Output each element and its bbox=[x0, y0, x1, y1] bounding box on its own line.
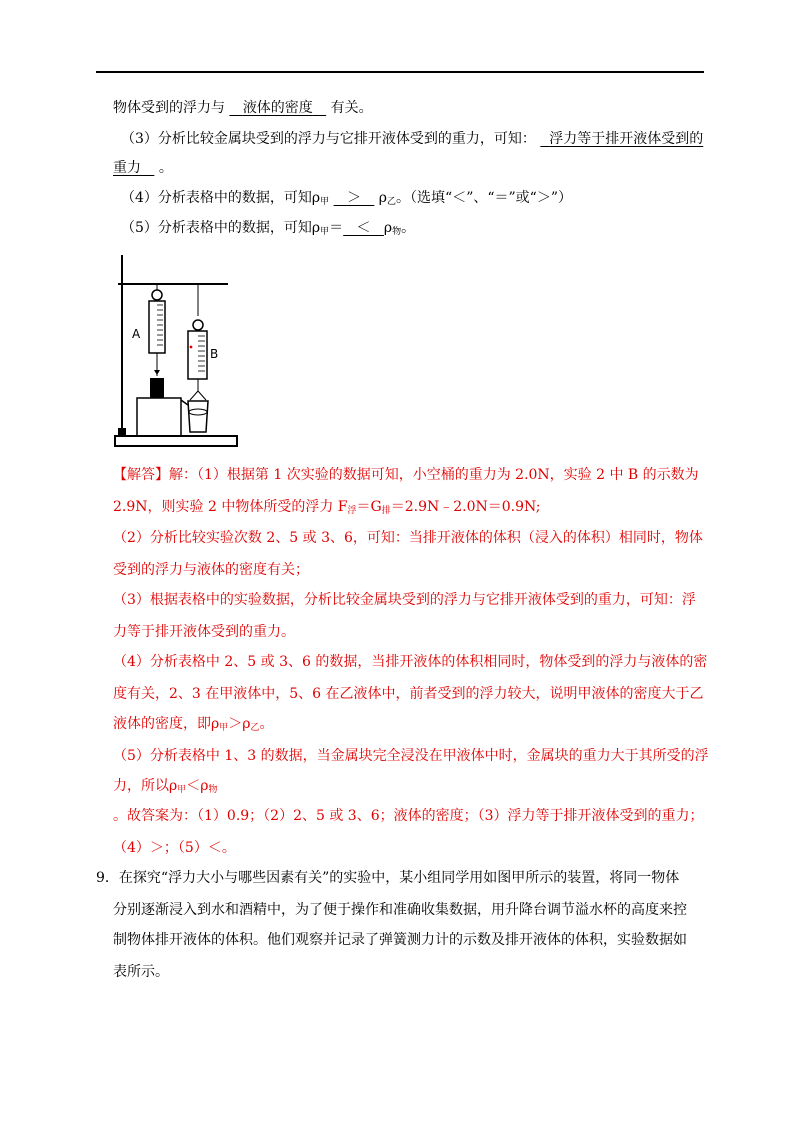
text: 。 bbox=[259, 716, 274, 732]
solution-line-6: 力等于排开液体受到的重力。 bbox=[113, 624, 295, 640]
solution-line-11 bbox=[113, 776, 218, 800]
question-9-line-2: 分别逐渐浸入到水和酒精中，为了便于操作和准确收集数据，用升降台调节溢水杯的高度来控 bbox=[113, 902, 687, 918]
text: 解：（1）根据第 1 次实验的数据可知，小空桶的重力为 2.0N，实验 2 中 B 的示数为 bbox=[169, 467, 699, 483]
text: 在探究“浮力大小与哪些因素有关”的实验中，某小组同学用如图甲所示的装置，将同一物体 bbox=[118, 870, 680, 886]
solution-line-4: 受到的浮力与液体的密度有关； bbox=[113, 562, 309, 578]
solution-line-10: （5）分析表格中 1、3 的数据，当金属块完全浸没在甲液体中时，金属块的重力大于其所受的浮 bbox=[113, 748, 709, 764]
apparatus-diagram bbox=[110, 250, 245, 450]
solution-line-7: （4）分析表格中 2、5 或 3、6 的数据，当排开液体的体积相同时，物体受到的浮力与液体的密 bbox=[113, 654, 708, 670]
question-9-line-1 bbox=[96, 868, 679, 888]
answer-blank bbox=[540, 131, 703, 147]
answer-q3 bbox=[121, 129, 703, 149]
subscript: 浮 bbox=[347, 506, 357, 516]
subscript: 乙 bbox=[250, 723, 260, 733]
solution-line-3: （2）分析比较实验次数 2、5 或 3、6，可知：当排开液体的体积（浸入的体积）相同时，物体 bbox=[113, 530, 703, 546]
answer-line-density bbox=[113, 98, 373, 118]
question-number: 9． bbox=[96, 870, 119, 886]
answer-q4 bbox=[121, 188, 572, 212]
solution-line-9 bbox=[113, 714, 274, 738]
subscript: 甲 bbox=[320, 227, 330, 237]
pole-clamp bbox=[118, 428, 126, 436]
question-9-line-4: 表所示。 bbox=[113, 964, 169, 980]
spring-scale-b bbox=[188, 331, 207, 379]
header-rule bbox=[96, 71, 704, 73]
text: 有关。 bbox=[330, 100, 373, 116]
question-9-line-3: 制物体排开液体的体积。他们观察并记录了弹簧测力计的示数及排开液体的体积，实验数据如 bbox=[113, 932, 687, 948]
subscript: 物 bbox=[208, 785, 218, 795]
answer-text: ＞ bbox=[346, 190, 361, 206]
text: （3）分析比较金属块受到的浮力与它排开液体受到的重力，可知： bbox=[121, 131, 536, 147]
answer-text: ＜ bbox=[356, 220, 371, 236]
answer-blank bbox=[334, 190, 375, 206]
text: 2.9N，则实验 2 中物体所受的浮力 F bbox=[113, 499, 348, 515]
small-bucket bbox=[188, 401, 208, 432]
text: ＝2.9N﹣2.0N＝0.9N; bbox=[390, 499, 541, 515]
answer-blank bbox=[113, 160, 154, 176]
answer-q5 bbox=[121, 218, 415, 242]
solution-heading: 【解答】 bbox=[113, 467, 169, 483]
label-b: B bbox=[210, 347, 219, 361]
subscript: 甲 bbox=[320, 197, 330, 207]
subscript: 甲 bbox=[177, 785, 187, 795]
text: ＜ρ bbox=[186, 778, 209, 794]
text: ρ bbox=[378, 190, 388, 206]
answer-blank bbox=[229, 100, 326, 116]
stand-base bbox=[115, 436, 237, 446]
solution-line-5: （3）根据表格中的实验数据，分析比较金属块受到的浮力与它排开液体受到的重力，可知：浮 bbox=[113, 592, 696, 608]
text: ρ bbox=[383, 220, 393, 236]
text: ＝ bbox=[329, 220, 344, 236]
subscript: 甲 bbox=[219, 723, 229, 733]
solution-line-8: 度有关，2、3 在甲液体中，5、6 在乙液体中，前者受到的浮力较大，说明甲液体的密度大于乙 bbox=[113, 686, 704, 702]
subscript: 乙 bbox=[387, 197, 397, 207]
metal-block bbox=[150, 378, 164, 398]
text: ＞ρ bbox=[228, 716, 251, 732]
scale-a-ring bbox=[152, 290, 162, 300]
answer-blank bbox=[343, 220, 384, 236]
text: 。 bbox=[158, 160, 173, 176]
subscript: 物 bbox=[392, 227, 402, 237]
solution-line-1 bbox=[113, 465, 699, 485]
answer-text: 液体的密度 bbox=[242, 100, 313, 116]
solution-line-2 bbox=[113, 497, 540, 521]
answer-q3-cont bbox=[113, 158, 173, 178]
text: （4）分析表格中的数据，可知ρ bbox=[121, 190, 321, 206]
overflow-cup bbox=[137, 398, 181, 436]
text: 液体的密度，即ρ bbox=[113, 716, 220, 732]
scale-b-ring bbox=[193, 320, 203, 330]
text: 。 bbox=[401, 220, 416, 236]
text: 物体受到的浮力与 bbox=[113, 100, 225, 116]
answer-text: 重力 bbox=[113, 160, 141, 176]
text: （5）分析表格中的数据，可知ρ bbox=[121, 220, 321, 236]
text: 力，所以ρ bbox=[113, 778, 178, 794]
label-a: A bbox=[132, 327, 141, 341]
solution-line-13: （4）＞；（5）＜。 bbox=[113, 840, 236, 856]
subscript: 排 bbox=[381, 506, 391, 516]
answer-text: 浮力等于排开液体受到的 bbox=[549, 131, 704, 147]
solution-line-12: 。故答案为：（1）0.9；（2）2、5 或 3、6；液体的密度；（3）浮力等于排开液体受到的重力； bbox=[113, 808, 704, 824]
text: ＝G bbox=[356, 499, 382, 515]
text: 。（选填“＜”、“＝”或“＞”） bbox=[396, 190, 572, 206]
